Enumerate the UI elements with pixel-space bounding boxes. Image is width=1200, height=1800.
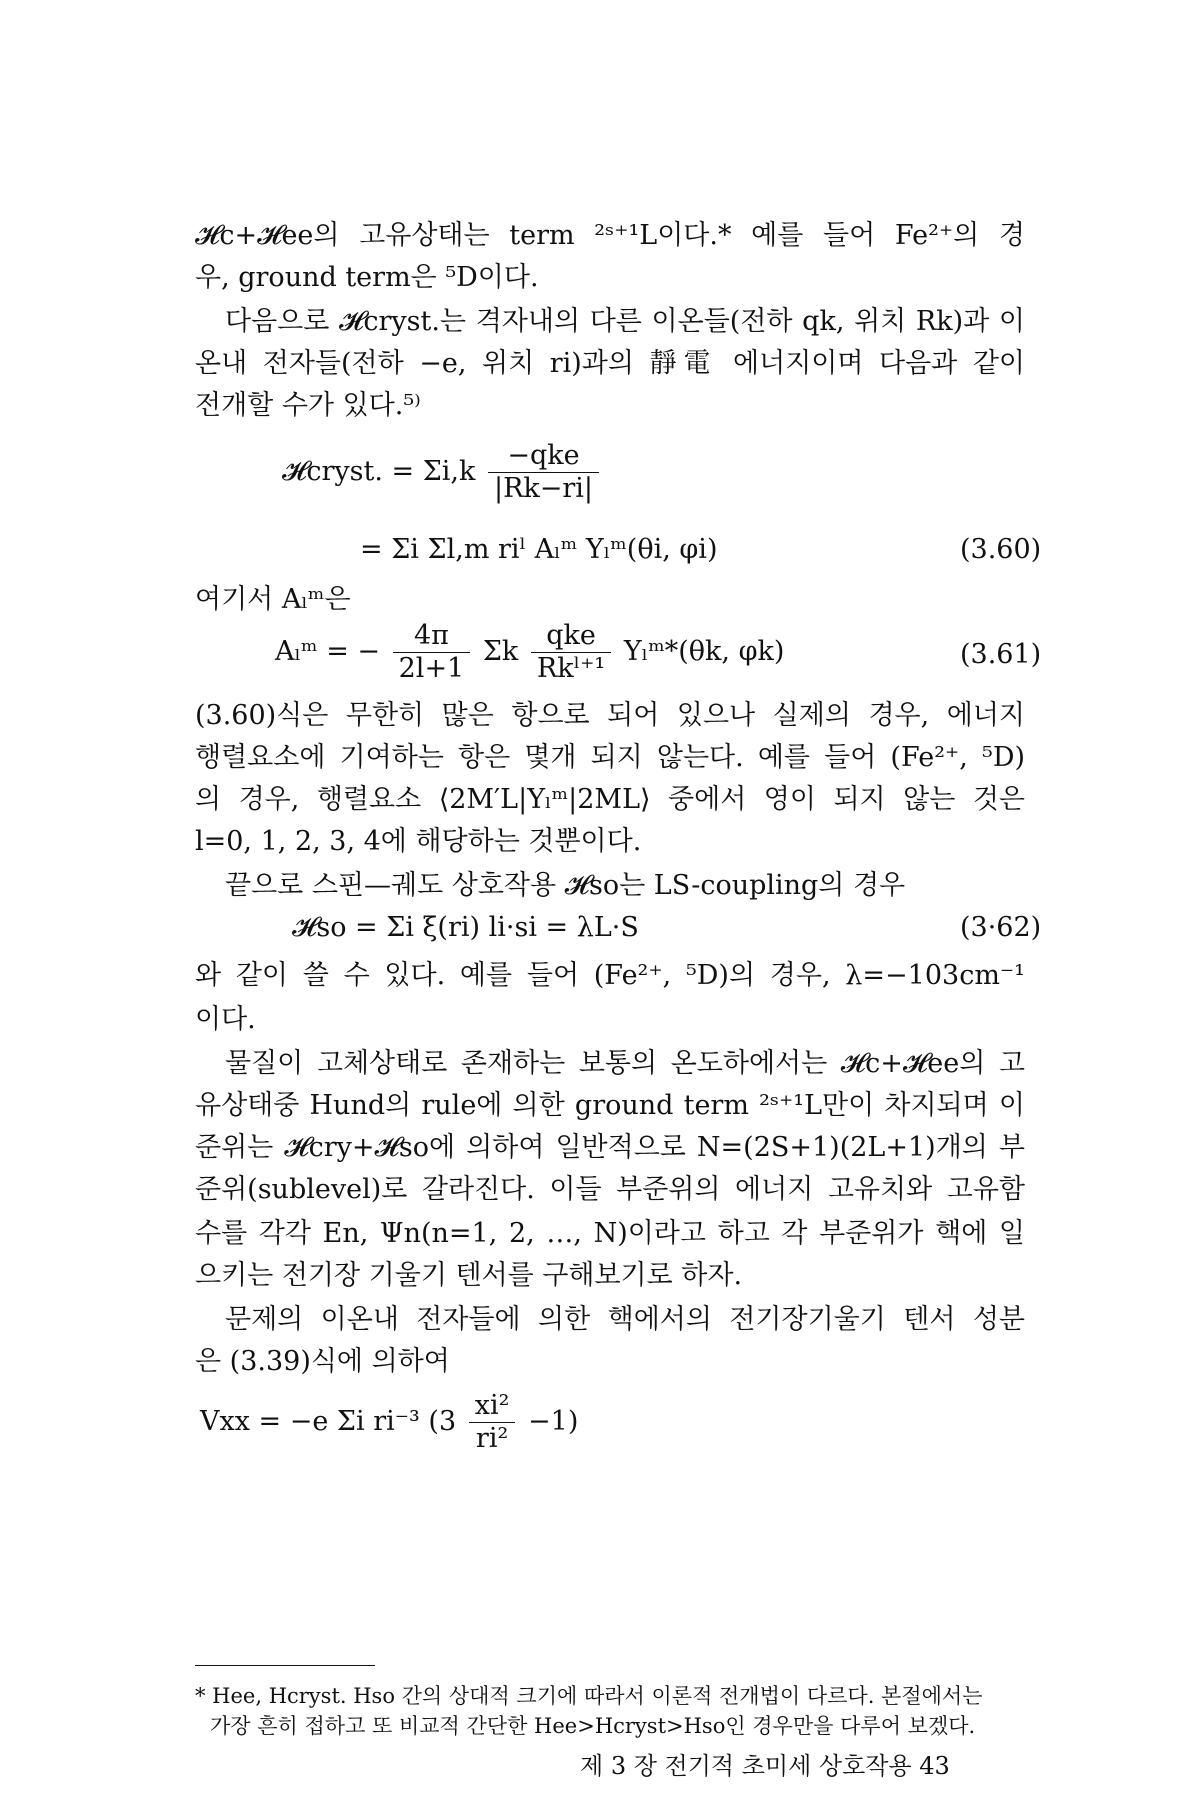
body-line-11: 끝으로 스핀—궤도 상호작용 𝓗so는 LS-coupling의 경우 bbox=[225, 870, 906, 901]
equation-3-60-lhs: 𝓗cryst. = Σi,k bbox=[282, 456, 476, 487]
equation-3-60-fraction bbox=[488, 440, 599, 505]
equation-3-60-denominator: |Rk−ri| bbox=[493, 473, 594, 504]
body-line-21: 은 (3.39)식에 의하여 bbox=[195, 1346, 450, 1377]
equation-3-61-fraction-2-numerator: qke bbox=[531, 620, 611, 653]
equation-vxx-lhs: Vxx = −e Σi ri⁻³ (3 bbox=[200, 1406, 457, 1437]
equation-vxx bbox=[200, 1390, 578, 1455]
equation-3-60-numerator: −qke bbox=[488, 440, 599, 473]
body-line-7: (3.60)식은 무한히 많은 항으로 되어 있으나 실제의 경우, 에너지 bbox=[195, 700, 1025, 731]
equation-3-60-first-line bbox=[282, 440, 603, 505]
body-line-13: 이다. bbox=[195, 1004, 256, 1035]
equation-3-60-second-line: = Σi Σl,m riˡ Aₗᵐ Yₗᵐ(θi, φi) bbox=[360, 534, 718, 565]
equation-3-61-fraction-1 bbox=[393, 620, 471, 685]
equation-3-62-number: (3·62) bbox=[960, 912, 1042, 943]
footnote-line-1: * Hee, Hcryst. Hso 간의 상대적 크기에 따라서 이론적 전개법이 다르다. 본절에서는 bbox=[195, 1684, 983, 1708]
equation-vxx-fraction bbox=[469, 1390, 516, 1455]
body-line-1: 𝓗c+𝓗ee의 고유상태는 term ²ˢ⁺¹L이다.* 예를 들어 Fe²⁺의 경 bbox=[195, 220, 1025, 251]
equation-3-61-number: (3.61) bbox=[960, 639, 1042, 670]
equation-3-61-fraction-1-denominator: 2l+1 bbox=[398, 653, 465, 684]
equation-3-61-lhs: Aₗᵐ = − bbox=[275, 636, 381, 667]
equation-vxx-denominator: ri² bbox=[475, 1423, 509, 1454]
body-line-20: 문제의 이온내 전자들에 의한 핵에서의 전기장기울기 텐서 성분 bbox=[225, 1304, 1025, 1335]
equation-3-61-fraction-2-denominator: Rkˡ⁺¹ bbox=[536, 653, 606, 684]
body-line-14: 물질이 고체상태로 존재하는 보통의 온도하에서는 𝓗c+𝓗ee의 고 bbox=[225, 1048, 1025, 1079]
body-line-3: 다음으로 𝓗cryst.는 격자내의 다른 이온들(전하 qk, 위치 Rk)과 이 bbox=[225, 306, 1025, 337]
body-line-15: 유상태중 Hund의 rule에 의한 ground term ²ˢ⁺¹L만이 차지되며 이 bbox=[195, 1090, 1025, 1121]
running-footer: 제 3 장 전기적 초미세 상호작용 43 bbox=[580, 1752, 950, 1780]
equation-3-61-fraction-2 bbox=[531, 620, 611, 685]
body-line-10: l=0, 1, 2, 3, 4에 해당하는 것뿐이다. bbox=[195, 826, 642, 857]
body-line-8: 행렬요소에 기여하는 항은 몇개 되지 않는다. 예를 들어 (Fe²⁺, ⁵D) bbox=[195, 742, 1025, 773]
body-line-17: 준위(sublevel)로 갈라진다. 이들 부준위의 에너지 고유치와 고유함 bbox=[195, 1174, 1025, 1205]
equation-3-60-number: (3.60) bbox=[960, 534, 1042, 565]
footnote-rule bbox=[195, 1665, 375, 1666]
body-line-6: 여기서 Aₗᵐ은 bbox=[195, 584, 351, 615]
equation-3-61 bbox=[275, 620, 784, 685]
equation-3-61-sum: Σk bbox=[482, 636, 519, 667]
equation-vxx-tail: −1) bbox=[528, 1406, 579, 1437]
body-line-18: 수를 각각 En, Ψn(n=1, 2, …, N)이라고 하고 각 부준위가 핵에 일 bbox=[195, 1218, 1025, 1249]
equation-3-61-tail: Yₗᵐ*(θk, φk) bbox=[623, 636, 785, 667]
equation-3-61-fraction-1-numerator: 4π bbox=[393, 620, 471, 653]
equation-vxx-numerator: xi² bbox=[469, 1390, 516, 1423]
body-line-16: 준위는 𝓗cry+𝓗so에 의하여 일반적으로 N=(2S+1)(2L+1)개의 부 bbox=[195, 1132, 1025, 1163]
body-line-12: 와 같이 쓸 수 있다. 예를 들어 (Fe²⁺, ⁵D)의 경우, λ=−103cm⁻¹ bbox=[195, 960, 1025, 991]
body-line-4: 온내 전자들(전하 −e, 위치 ri)과의 靜電 에너지이며 다음과 같이 bbox=[195, 348, 1025, 379]
equation-3-62: 𝓗so = Σi ξ(ri) li·si = λL·S bbox=[292, 912, 639, 943]
body-line-2: 우, ground term은 ⁵D이다. bbox=[195, 262, 539, 293]
footnote-line-2: 가장 흔히 접하고 또 비교적 간단한 Hee>Hcryst>Hso인 경우만을 다루어 보겠다. bbox=[210, 1714, 976, 1738]
body-line-19: 으키는 전기장 기울기 텐서를 구해보기로 하자. bbox=[195, 1260, 743, 1291]
body-line-9: 의 경우, 행렬요소 ⟨2M′L|Yₗᵐ|2ML⟩ 중에서 영이 되지 않는 것은 bbox=[195, 784, 1025, 815]
body-line-5: 전개할 수가 있다.⁵⁾ bbox=[195, 390, 421, 421]
